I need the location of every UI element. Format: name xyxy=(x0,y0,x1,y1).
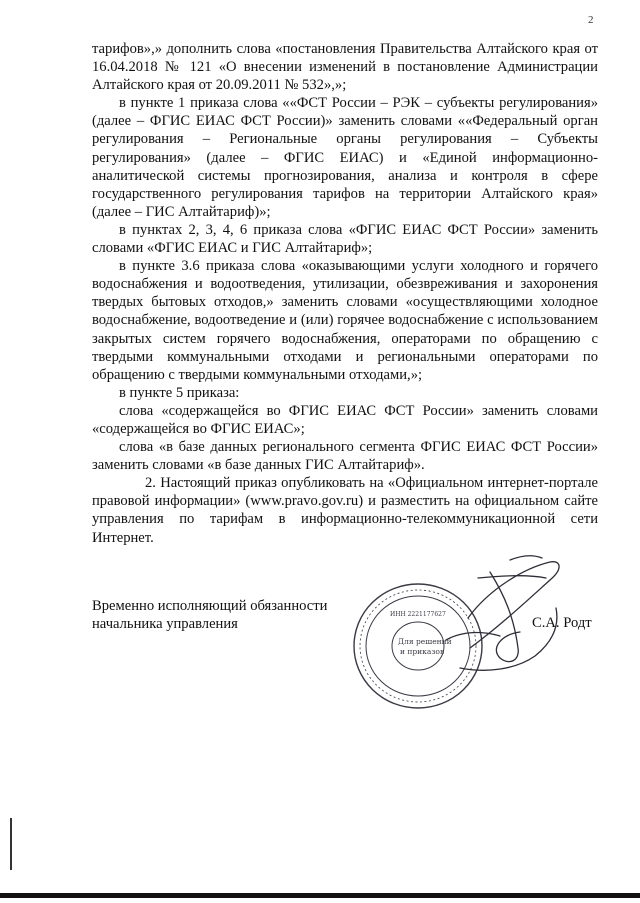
paragraph-6: слова «содержащейся во ФГИС ЕИАС ФСТ России» заменить словами «содержащейся во ФГИС ЕИАС»; xyxy=(92,402,598,437)
stamp-inner-text xyxy=(390,611,452,656)
stamp-inn: ИНН 2221177627 xyxy=(390,611,446,618)
paragraph-8: 2. Настоящий приказ опубликовать на «Официальном интернет-портале правовой информации» (www.pravo.gov.ru) и разместить на официальном сайте управления по тарифам в информационно-телекоммуникационной сети Интернет. xyxy=(92,475,598,546)
seal-and-signature xyxy=(350,548,610,733)
paragraph-4: в пункте 3.6 приказа слова «оказывающими услуги холодного и горячего водоснабжения и водоотведения, утилизации, обезвреживания и захоронения твердых бытовых отходов,» заменить словами «осуществляющими холодное водоснабжение, водоотведение и (или) горячее водоснабжение с использованием закрытых систем горячего водоснабжения, операторами по обращению с твердыми коммунальными отходами и региональными операторами по обращению с твердыми коммунальными отходами,»; xyxy=(92,258,598,383)
stamp-text-line-2: и приказов xyxy=(400,647,445,656)
paragraph-3: в пунктах 2, 3, 4, 6 приказа слова «ФГИС ЕИАС ФСТ России» заменить словами «ФГИС ЕИАС и ГИС Алтайтариф»; xyxy=(92,221,598,257)
signatory-name: С.А. Родт xyxy=(532,615,592,631)
stamp-text-line-1: Для решений xyxy=(398,637,452,646)
paragraph-7: слова «в базе данных регионального сегмента ФГИС ЕИАС ФСТ России» заменить словами «в базе данных ГИС Алтайтариф». xyxy=(92,439,598,474)
signatory-title-line-1: Временно исполняющий обязанности xyxy=(92,598,328,614)
paragraph-1: тарифов»,» дополнить слова «постановления Правительства Алтайского края от 16.04.2018 № 121 «О внесении изменений в постановление Администрации Алтайского края от 20.09.2011 № 532»,»; xyxy=(92,41,598,94)
signatory-title-line-2: начальника управления xyxy=(92,616,238,633)
scan-bottom-edge xyxy=(0,893,640,898)
scan-edge-mark xyxy=(10,818,12,870)
paragraph-5: в пункте 5 приказа: xyxy=(119,384,240,401)
handwritten-signature xyxy=(446,556,559,670)
official-stamp xyxy=(354,584,482,708)
signatory-title xyxy=(92,597,327,633)
document-body xyxy=(92,40,598,547)
paragraph-2: в пункте 1 приказа слова ««ФСТ России – РЭК – субъекты регулирования» (далее – ФГИС ЕИАС ФСТ России)» заменить словами ««Федеральный орган регулирования – Региональные органы регулирования – Субъекты регулирования» (далее – ФГИС ЕИАС) и «Единой информационно-аналитической системы прогнозирования, анализа и контроля в сфере государственного регулирования тарифов на территории Алтайского края» (далее – ГИС Алтайтариф)»; xyxy=(92,95,598,220)
page-number: 2 xyxy=(588,14,594,26)
